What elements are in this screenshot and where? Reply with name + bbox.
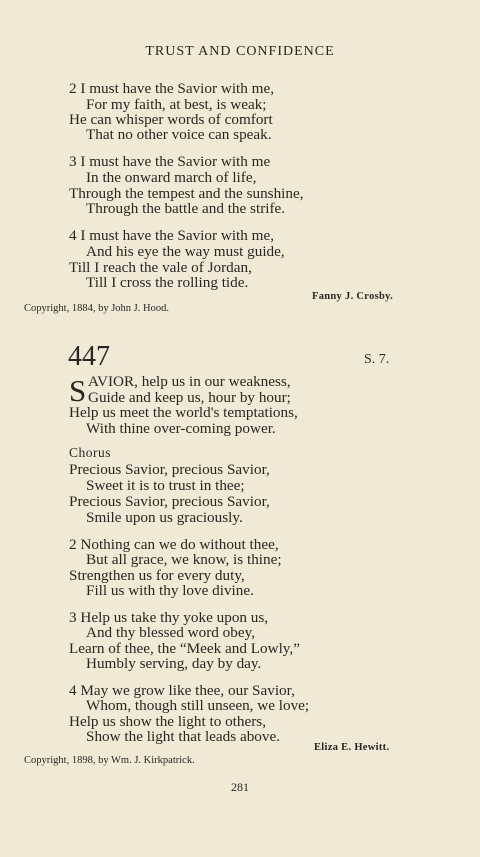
page-header: TRUST AND CONFIDENCE [145, 44, 335, 59]
verse-line: And thy blessed word obey, [86, 624, 256, 641]
verse-line: Through the tempest and the sunshine, [69, 185, 304, 202]
verse-line: Whom, though still unseen, we love; [86, 697, 310, 714]
verse-line: Till I reach the vale of Jordan, [69, 259, 252, 276]
hymn-meter: S. 7. [364, 352, 390, 367]
verse-line: Show the light that leads above. [86, 728, 281, 745]
verse-line: Fill us with thy love divine. [86, 582, 254, 599]
verse-line: Help us show the light to others, [69, 713, 266, 730]
verse-line: 4 May we grow like thee, our Savior, [69, 682, 295, 699]
verse-line: He can whisper words of comfort [69, 111, 273, 128]
verse-line: 2 I must have the Savior with me, [69, 80, 274, 97]
verse-line: But all grace, we know, is thine; [86, 551, 282, 568]
verse-line: Strengthen us for every duty, [69, 567, 245, 584]
verse-line: Humbly serving, day by day. [86, 655, 262, 672]
verse-line: For my faith, at best, is weak; [86, 96, 267, 113]
copyright-notice: Copyright, 1898, by Wm. J. Kirkpatrick. [24, 755, 195, 766]
chorus-label: Chorus [69, 445, 112, 460]
verse-line: Help us meet the world's temptations, [69, 404, 298, 421]
chorus-line: Smile upon us graciously. [86, 509, 243, 526]
verse-line: And his eye the way must guide, [86, 243, 285, 260]
author-credit: Fanny J. Crosby. [312, 291, 394, 302]
verse-line: AVIOR, help us in our weakness, [88, 373, 291, 390]
verse-line: With thine over-coming power. [86, 420, 276, 437]
verse-line: 3 Help us take thy yoke upon us, [69, 609, 269, 626]
verse-line: Guide and keep us, hour by hour; [88, 389, 291, 406]
verse-line: Through the battle and the strife. [86, 200, 286, 217]
author-credit: Eliza E. Hewitt. [314, 742, 390, 753]
page-number: 281 [231, 780, 249, 794]
chorus-line: Precious Savior, precious Savior, [69, 493, 270, 510]
verse-line: 2 Nothing can we do without thee, [69, 536, 279, 553]
hymn-number: 447 [68, 341, 110, 372]
chorus-line: Precious Savior, precious Savior, [69, 461, 270, 478]
copyright-notice: Copyright, 1884, by John J. Hood. [24, 303, 169, 314]
verse-line: 4 I must have the Savior with me, [69, 227, 274, 244]
verse-line: Learn of thee, the “Meek and Lowly,” [69, 640, 300, 657]
verse-line: That no other voice can speak. [86, 126, 272, 143]
drop-cap: S [69, 373, 87, 408]
verse-line: In the onward march of life, [86, 169, 257, 186]
verse-line: 3 I must have the Savior with me [69, 153, 271, 170]
verse-line: Till I cross the rolling tide. [86, 274, 249, 291]
chorus-line: Sweet it is to trust in thee; [86, 477, 245, 494]
